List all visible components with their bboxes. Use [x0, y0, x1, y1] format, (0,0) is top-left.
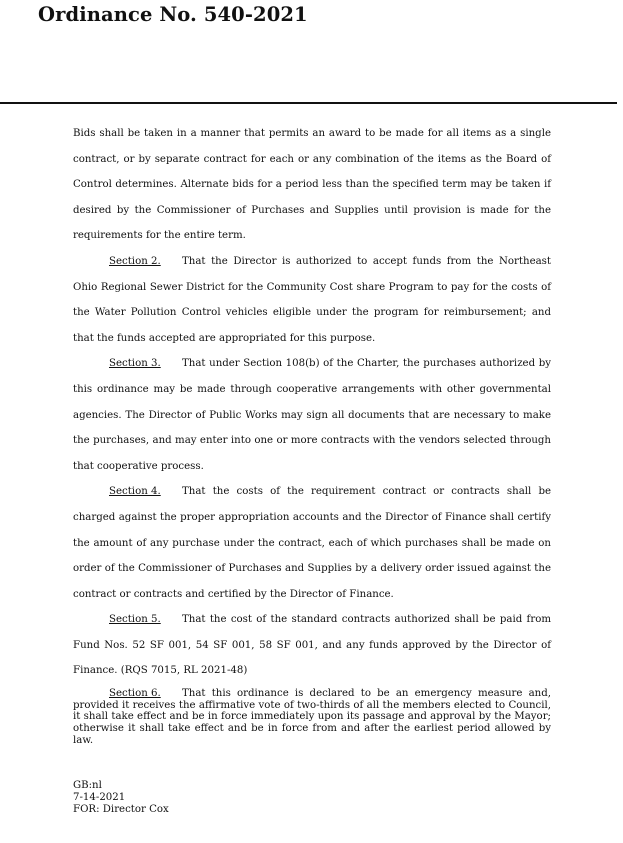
section-2-paragraph	[73, 249, 551, 351]
intro-paragraph: Bids shall be taken in a manner that permits an award to be made for all items as a single contract, or by separate contract for each or any combination of the items as the Board of Control determines. Alternate bids for a period less than the specified term may be taken if desired by the Commissioner of Purchases and Supplies until provision is made for the requirements for the entire term.	[73, 128, 551, 242]
section-3-text: That under Section 108(b) of the Charter, the purchases authorized by this ordinance may be made through cooperative arrangements with other governmental agencies. The Director of Public Works may sign all documents that are necessary to make the purchases, and may enter into one or more contracts with the vendors selected through that cooperative process.	[73, 358, 551, 472]
header-divider	[0, 102, 617, 104]
section-6-text: That this ordinance is declared to be an emergency measure and, provided it receives the affirmative vote of two-thirds of all the members elected to Council, it shall take effect and be in force immediately upon its passage and approval by the Mayor; otherwise it shall take effect and be in force from and after the earliest period allowed by law.	[73, 688, 551, 746]
section-2-label: Section 2.	[109, 255, 161, 267]
typist-initials: GB:nl	[73, 780, 102, 791]
section-6-paragraph	[73, 688, 551, 747]
section-4-paragraph	[73, 479, 551, 607]
section-3-paragraph	[73, 351, 551, 479]
section-5-paragraph	[73, 607, 551, 684]
section-4-text: That the costs of the requirement contract or contracts shall be charged against the proper appropriation accounts and the Director of Finance shall certify the amount of any purchase under the contract, each of which purchases shall be made on order of the Commissioner of Purchases and Supplies by a delivery order issued against the contract or contracts and certified by the Director of Finance.	[73, 486, 551, 600]
section-5-label: Section 5.	[109, 614, 161, 626]
ordinance-title: Ordinance No. 540-2021	[38, 3, 308, 26]
footer-for: FOR: Director Cox	[73, 803, 169, 815]
ordinance-body	[73, 121, 551, 684]
section-6-label: Section 6.	[109, 688, 161, 699]
section-3-label: Section 3.	[109, 358, 161, 370]
footer-date: 7-14-2021	[73, 791, 126, 803]
section-4-label: Section 4.	[109, 486, 161, 498]
section-6-block	[73, 688, 551, 747]
section-5-text: That the cost of the standard contracts authorized shall be paid from Fund Nos. 52 SF 001, 54 SF 001, 58 SF 001, and any funds approved by the Director of Finance. (RQS 7015, RL 2021-48)	[73, 614, 551, 677]
document-footer	[73, 780, 169, 815]
section-2-text: That the Director is authorized to accept funds from the Northeast Ohio Regional Sewer District for the Community Cost share Program to pay for the costs of the Water Pollution Control vehicles eligible under the program for reimbursement; and that the funds accepted are appropriated for this purpose.	[73, 255, 551, 344]
